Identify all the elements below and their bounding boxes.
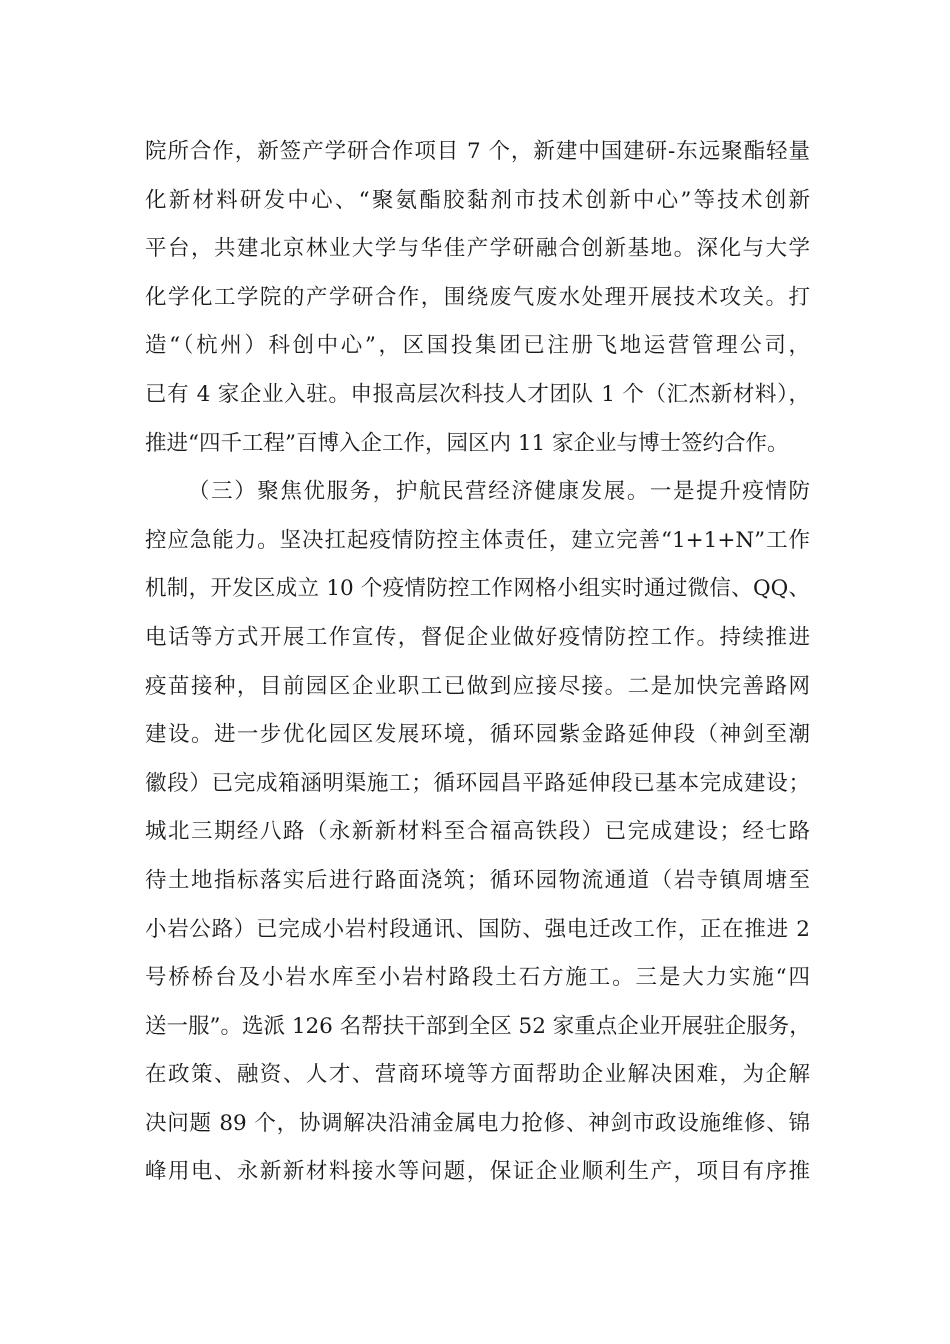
text-line: 城北三期经八路（永新新材料至合福高铁段）已完成建设；经七路 <box>145 819 810 845</box>
text-line: 建设。进一步优化园区发展环境，循环园紫金路延伸段（神剑至潮 <box>145 722 810 748</box>
section-heading-line: （三）聚焦优服务，护航民营经济健康发展。一是提升疫情防 <box>188 479 810 505</box>
body-text <box>145 128 810 1197</box>
text-line: 电话等方式开展工作宣传，督促企业做好疫情防控工作。持续推进 <box>145 624 810 650</box>
text-line: 待土地指标落实后进行路面浇筑；循环园物流通道（岩寺镇周塘至 <box>145 867 810 893</box>
text-line: 决问题 89 个，协调解决沿浦金属电力抢修、神剑市政设施维修、锦 <box>145 1110 810 1136</box>
text-line: 送一服”。选派 126 名帮扶干部到全区 52 家重点企业开展驻企服务， <box>145 1013 811 1039</box>
text-line: 峰用电、永新新材料接水等问题，保证企业顺利生产，项目有序推 <box>145 1159 810 1185</box>
text-line: 疫苗接种，目前园区企业职工已做到应接尽接。二是加快完善路网 <box>145 673 810 699</box>
text-line: 化学化工学院的产学研合作，围绕废气废水处理开展技术攻关。打 <box>145 284 810 310</box>
text-line: 徽段）已完成箱涵明渠施工；循环园昌平路延伸段已基本完成建设； <box>145 770 810 796</box>
text-line: 平台，共建北京林业大学与华佳产学研融合创新基地。深化与大学 <box>145 236 810 262</box>
text-line: 院所合作，新签产学研合作项目 7 个，新建中国建研-东远聚酯轻量 <box>145 139 810 164</box>
text-line: 控应急能力。坚决扛起疫情防控主体责任，建立完善“1+1+N”工作 <box>145 527 810 553</box>
text-line: 推进“四千工程”百博入企工作，园区内 11 家企业与博士签约合作。 <box>145 430 789 456</box>
text-line: 号桥桥台及小岩水库至小岩村路段土石方施工。三是大力实施“四 <box>145 965 810 991</box>
text-line: 造“（杭州）科创中心”，区国投集团已注册飞地运营管理公司， <box>145 333 810 359</box>
text-line: 小岩公路）已完成小岩村段通讯、国防、强电迁改工作，正在推进 2 <box>145 916 810 942</box>
text-line: 在政策、融资、人才、营商环境等方面帮助企业解决困难，为企解 <box>145 1062 810 1088</box>
text-line: 化新材料研发中心、“聚氨酯胶黏剂市技术创新中心”等技术创新 <box>145 187 810 213</box>
text-line: 已有 4 家企业入驻。申报高层次科技人才团队 1 个（汇杰新材料）， <box>145 381 810 407</box>
text-line: 机制，开发区成立 10 个疫情防控工作网格小组实时通过微信、QQ、 <box>145 576 810 602</box>
